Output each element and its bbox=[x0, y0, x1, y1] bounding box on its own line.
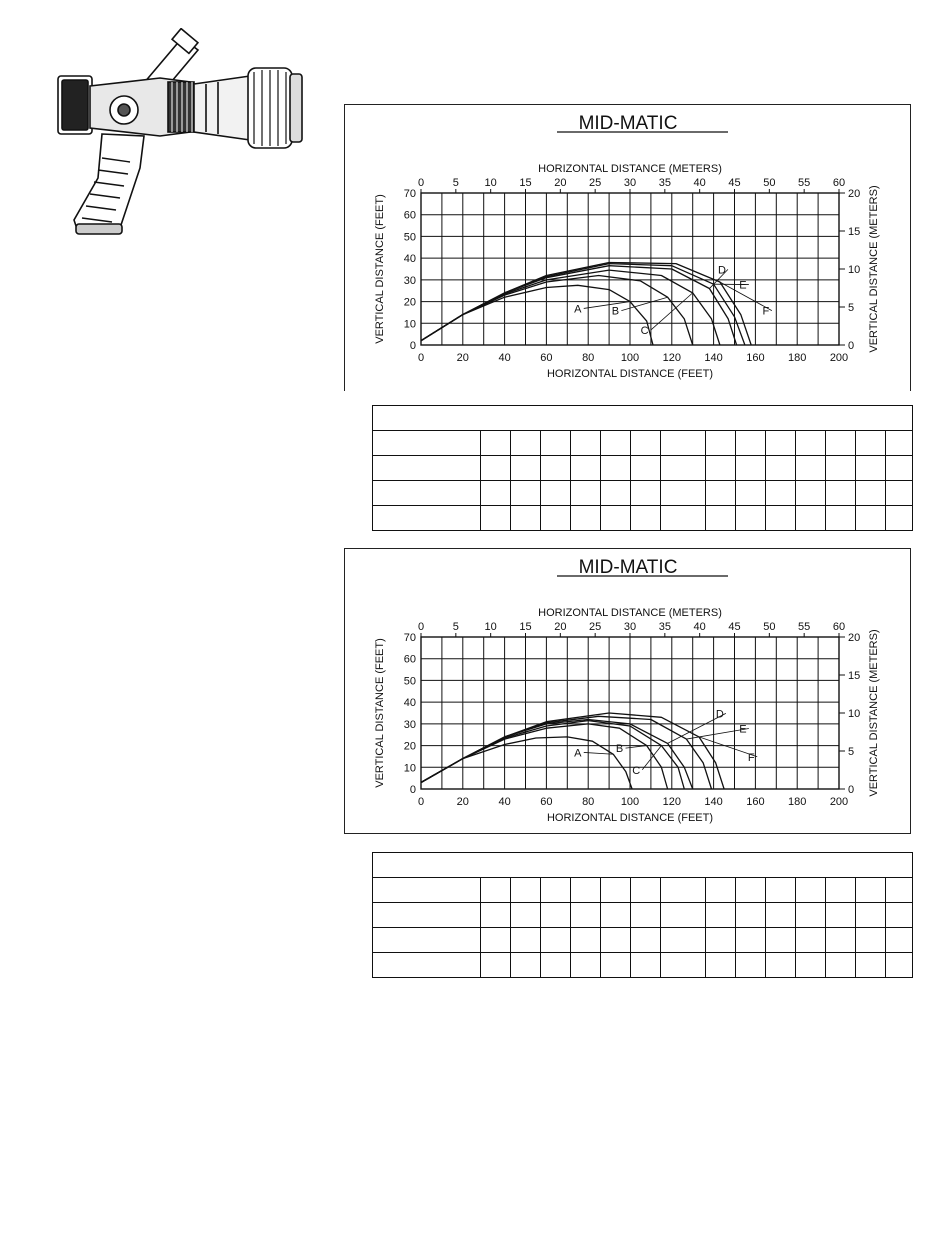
x2-tick-label: 60 bbox=[832, 621, 846, 633]
y2-tick-label: 15 bbox=[848, 226, 861, 238]
series-curve-b bbox=[421, 724, 668, 789]
table-cell bbox=[661, 928, 706, 953]
trajectory-chart-2 bbox=[345, 549, 910, 833]
series-curve-a bbox=[421, 737, 632, 789]
y2-tick-label: 20 bbox=[848, 632, 861, 644]
table-cell bbox=[481, 506, 511, 531]
table-cell bbox=[571, 878, 601, 903]
series-leader-a bbox=[584, 302, 630, 309]
table-cell bbox=[766, 481, 796, 506]
series-label-c: C bbox=[632, 764, 641, 777]
x2-tick-label: 35 bbox=[658, 177, 671, 189]
table-cell bbox=[571, 506, 601, 531]
y-tick-label: 60 bbox=[403, 209, 416, 222]
table-cell bbox=[886, 456, 913, 481]
table-cell bbox=[736, 481, 766, 506]
table-cell bbox=[571, 903, 601, 928]
table-cell bbox=[856, 456, 886, 481]
table-cell bbox=[706, 928, 736, 953]
table-cell bbox=[601, 431, 631, 456]
table-cell bbox=[856, 506, 886, 531]
y-tick-label: 40 bbox=[403, 253, 416, 266]
y2-axis-label: VERTICAL DISTANCE (METERS) bbox=[868, 629, 880, 797]
x2-tick-label: 45 bbox=[728, 621, 741, 633]
table-row-header-cell bbox=[373, 506, 481, 531]
x2-tick-label: 40 bbox=[693, 177, 706, 189]
series-label-b: B bbox=[611, 305, 620, 318]
table-cell bbox=[601, 903, 631, 928]
table-cell bbox=[706, 481, 736, 506]
series-label-f: F bbox=[747, 751, 755, 764]
y2-tick-label: 10 bbox=[848, 708, 861, 720]
table-cell bbox=[571, 481, 601, 506]
table-cell bbox=[796, 481, 826, 506]
x2-tick-label: 55 bbox=[798, 621, 811, 633]
table-cell bbox=[736, 431, 766, 456]
series-curve-e bbox=[421, 264, 745, 345]
x-tick-label: 120 bbox=[662, 796, 681, 808]
table-cell bbox=[511, 953, 541, 978]
series-label-a: A bbox=[574, 303, 582, 316]
x-tick-label: 40 bbox=[498, 796, 511, 808]
y2-tick-label: 0 bbox=[848, 784, 855, 796]
table-cell bbox=[706, 953, 736, 978]
x-tick-label: 0 bbox=[417, 796, 425, 808]
table-row bbox=[373, 878, 913, 903]
x-tick-label: 140 bbox=[704, 352, 723, 364]
x2-tick-label: 30 bbox=[623, 621, 637, 633]
table-cell bbox=[571, 928, 601, 953]
x2-axis-label: HORIZONTAL DISTANCE (METERS) bbox=[538, 163, 722, 175]
table-cell bbox=[631, 878, 661, 903]
table-cell bbox=[631, 903, 661, 928]
x2-tick-label: 5 bbox=[452, 177, 459, 189]
table-row-header-cell bbox=[373, 431, 481, 456]
table-cell bbox=[601, 878, 631, 903]
series-label-e: E bbox=[739, 279, 747, 292]
table-header-cell bbox=[373, 406, 913, 431]
nozzle-illustration bbox=[40, 28, 310, 243]
table-cell bbox=[796, 953, 826, 978]
x-axis-label: HORIZONTAL DISTANCE (FEET) bbox=[546, 812, 714, 824]
series-leader-c bbox=[642, 746, 661, 770]
table-cell bbox=[541, 903, 571, 928]
y-tick-label: 30 bbox=[403, 274, 416, 287]
table-cell bbox=[766, 456, 796, 481]
x-tick-label: 200 bbox=[829, 796, 849, 808]
table-cell bbox=[706, 431, 736, 456]
y-tick-label: 20 bbox=[403, 296, 416, 309]
table-cell bbox=[661, 456, 706, 481]
x-axis-label: HORIZONTAL DISTANCE (FEET) bbox=[546, 368, 714, 380]
x-tick-label: 180 bbox=[788, 796, 807, 808]
table-cell bbox=[541, 456, 571, 481]
table-cell bbox=[826, 481, 856, 506]
x2-tick-label: 0 bbox=[417, 177, 425, 189]
table-row bbox=[373, 506, 913, 531]
y-tick-label: 0 bbox=[409, 784, 416, 796]
x-tick-label: 40 bbox=[498, 352, 511, 364]
trajectory-chart-1 bbox=[345, 105, 910, 391]
y2-tick-label: 10 bbox=[848, 264, 861, 276]
x2-tick-label: 55 bbox=[798, 177, 811, 189]
table-cell bbox=[796, 506, 826, 531]
table-row bbox=[373, 431, 913, 456]
table-cell bbox=[481, 456, 511, 481]
table-row-header-cell bbox=[373, 903, 481, 928]
series-curve-b bbox=[421, 276, 693, 346]
y2-tick-label: 0 bbox=[848, 340, 855, 352]
y-tick-label: 60 bbox=[403, 653, 416, 666]
series-curve-e bbox=[421, 716, 712, 789]
table-cell bbox=[736, 928, 766, 953]
x-tick-label: 60 bbox=[540, 796, 553, 808]
y-tick-label: 70 bbox=[403, 632, 416, 644]
table-cell bbox=[856, 903, 886, 928]
table-cell bbox=[826, 878, 856, 903]
table-cell bbox=[511, 903, 541, 928]
table-cell bbox=[886, 928, 913, 953]
x2-axis-label: HORIZONTAL DISTANCE (METERS) bbox=[538, 607, 722, 619]
table-cell bbox=[826, 506, 856, 531]
x-tick-label: 20 bbox=[456, 796, 469, 808]
table-cell bbox=[511, 481, 541, 506]
series-label-e: E bbox=[739, 723, 747, 736]
table-cell bbox=[856, 878, 886, 903]
table-cell bbox=[826, 903, 856, 928]
table-header-row bbox=[373, 406, 913, 431]
table-cell bbox=[766, 431, 796, 456]
table-cell bbox=[766, 878, 796, 903]
table-cell bbox=[826, 953, 856, 978]
series-curve-f bbox=[421, 263, 751, 346]
table-cell bbox=[886, 506, 913, 531]
x-tick-label: 200 bbox=[829, 352, 849, 364]
y-tick-label: 10 bbox=[403, 318, 416, 331]
x2-tick-label: 50 bbox=[763, 621, 776, 633]
table-cell bbox=[481, 953, 511, 978]
table-cell bbox=[661, 953, 706, 978]
y2-tick-label: 15 bbox=[848, 670, 861, 682]
x2-tick-label: 15 bbox=[519, 621, 532, 633]
table-cell bbox=[661, 481, 706, 506]
x2-tick-label: 10 bbox=[484, 177, 497, 189]
y-tick-label: 50 bbox=[403, 675, 416, 688]
table-cell bbox=[796, 431, 826, 456]
x2-tick-label: 60 bbox=[832, 177, 846, 189]
table-cell bbox=[571, 953, 601, 978]
table-cell bbox=[511, 506, 541, 531]
table-cell bbox=[826, 928, 856, 953]
y2-tick-label: 20 bbox=[848, 188, 861, 200]
table-cell bbox=[481, 928, 511, 953]
table-cell bbox=[736, 456, 766, 481]
x2-tick-label: 10 bbox=[484, 621, 497, 633]
table-row-header-cell bbox=[373, 481, 481, 506]
x2-tick-label: 35 bbox=[658, 621, 671, 633]
table-cell bbox=[631, 506, 661, 531]
table-cell bbox=[481, 481, 511, 506]
x2-tick-label: 15 bbox=[519, 177, 532, 189]
table-row-header-cell bbox=[373, 928, 481, 953]
table-row bbox=[373, 953, 913, 978]
table-cell bbox=[856, 928, 886, 953]
table-cell bbox=[541, 878, 571, 903]
table-row bbox=[373, 903, 913, 928]
series-label-b: B bbox=[615, 743, 624, 756]
table-cell bbox=[631, 431, 661, 456]
chart-panel-1 bbox=[344, 104, 911, 391]
series-label-a: A bbox=[574, 747, 582, 760]
x2-tick-label: 5 bbox=[452, 621, 459, 633]
x2-tick-label: 50 bbox=[763, 177, 776, 189]
y2-axis-label: VERTICAL DISTANCE (METERS) bbox=[868, 185, 880, 353]
table-cell bbox=[571, 456, 601, 481]
table-cell bbox=[826, 431, 856, 456]
chart-title: MID-MATIC bbox=[578, 113, 678, 134]
table-row-header-cell bbox=[373, 456, 481, 481]
x-tick-label: 80 bbox=[582, 796, 595, 808]
x-tick-label: 160 bbox=[746, 796, 765, 808]
table-cell bbox=[796, 878, 826, 903]
x2-tick-label: 0 bbox=[417, 621, 425, 633]
table-cell bbox=[601, 506, 631, 531]
table-cell bbox=[541, 431, 571, 456]
chart-grid bbox=[421, 193, 839, 345]
spec-table-2 bbox=[372, 852, 913, 978]
table-cell bbox=[661, 878, 706, 903]
x2-tick-label: 20 bbox=[554, 177, 567, 189]
y-tick-label: 70 bbox=[403, 188, 416, 200]
x-tick-label: 80 bbox=[582, 352, 595, 364]
y-tick-label: 0 bbox=[409, 340, 416, 352]
x2-tick-label: 25 bbox=[589, 621, 602, 633]
table-cell bbox=[706, 878, 736, 903]
table-cell bbox=[601, 456, 631, 481]
table-cell bbox=[511, 431, 541, 456]
x-tick-label: 120 bbox=[662, 352, 681, 364]
table-cell bbox=[736, 506, 766, 531]
table-cell bbox=[856, 953, 886, 978]
x-tick-label: 100 bbox=[620, 352, 640, 364]
y-tick-label: 30 bbox=[403, 718, 416, 731]
table-cell bbox=[826, 456, 856, 481]
table-cell bbox=[601, 953, 631, 978]
table-cell bbox=[706, 506, 736, 531]
table-header-row bbox=[373, 853, 913, 878]
table-cell bbox=[511, 456, 541, 481]
table-cell bbox=[481, 431, 511, 456]
table-cell bbox=[886, 878, 913, 903]
table-row bbox=[373, 928, 913, 953]
table-cell bbox=[571, 431, 601, 456]
series-curve-f bbox=[421, 713, 724, 789]
spec-table-1 bbox=[372, 405, 913, 531]
table-cell bbox=[631, 456, 661, 481]
table-cell bbox=[511, 928, 541, 953]
table-cell bbox=[511, 878, 541, 903]
chart-grid bbox=[421, 637, 839, 789]
x-tick-label: 140 bbox=[704, 796, 723, 808]
table-cell bbox=[631, 481, 661, 506]
y2-tick-label: 5 bbox=[848, 746, 855, 758]
table-cell bbox=[796, 928, 826, 953]
table-cell bbox=[856, 481, 886, 506]
x-tick-label: 160 bbox=[746, 352, 765, 364]
series-label-d: D bbox=[717, 264, 726, 277]
x-tick-label: 20 bbox=[456, 352, 469, 364]
table-cell bbox=[706, 903, 736, 928]
table-cell bbox=[886, 431, 913, 456]
table-cell bbox=[601, 481, 631, 506]
table-cell bbox=[766, 928, 796, 953]
table-cell bbox=[661, 431, 706, 456]
table-cell bbox=[661, 506, 706, 531]
table-cell bbox=[706, 456, 736, 481]
table-cell bbox=[886, 953, 913, 978]
table-cell bbox=[766, 903, 796, 928]
table-cell bbox=[661, 903, 706, 928]
table-cell bbox=[796, 903, 826, 928]
table-row-header-cell bbox=[373, 878, 481, 903]
table-row-header-cell bbox=[373, 953, 481, 978]
x-tick-label: 0 bbox=[417, 352, 425, 364]
table-cell bbox=[736, 953, 766, 978]
table-cell bbox=[541, 928, 571, 953]
x2-tick-label: 40 bbox=[693, 621, 706, 633]
table-cell bbox=[886, 481, 913, 506]
series-label-f: F bbox=[762, 305, 770, 318]
table-cell bbox=[481, 903, 511, 928]
y-tick-label: 10 bbox=[403, 762, 416, 775]
table-cell bbox=[541, 481, 571, 506]
y-tick-label: 40 bbox=[403, 697, 416, 710]
table-cell bbox=[481, 878, 511, 903]
x2-tick-label: 30 bbox=[623, 177, 637, 189]
table-cell bbox=[766, 953, 796, 978]
table-cell bbox=[886, 903, 913, 928]
chart-title: MID-MATIC bbox=[578, 557, 678, 578]
table-cell bbox=[541, 953, 571, 978]
table-cell bbox=[631, 928, 661, 953]
x-tick-label: 100 bbox=[620, 796, 640, 808]
y-axis-label: VERTICAL DISTANCE (FEET) bbox=[374, 638, 386, 788]
series-label-d: D bbox=[715, 708, 724, 721]
table-row bbox=[373, 481, 913, 506]
table-cell bbox=[736, 878, 766, 903]
table-cell bbox=[796, 456, 826, 481]
y2-tick-label: 5 bbox=[848, 302, 855, 314]
table-cell bbox=[856, 431, 886, 456]
table-cell bbox=[766, 506, 796, 531]
x2-tick-label: 20 bbox=[554, 621, 567, 633]
y-axis-label: VERTICAL DISTANCE (FEET) bbox=[374, 194, 386, 344]
x2-tick-label: 25 bbox=[589, 177, 602, 189]
x2-tick-label: 45 bbox=[728, 177, 741, 189]
y-tick-label: 50 bbox=[403, 231, 416, 244]
y-tick-label: 20 bbox=[403, 740, 416, 753]
table-row bbox=[373, 456, 913, 481]
series-leader-b bbox=[621, 297, 667, 310]
table-cell bbox=[631, 953, 661, 978]
table-header-cell bbox=[373, 853, 913, 878]
series-label-c: C bbox=[640, 325, 649, 338]
x-tick-label: 60 bbox=[540, 352, 553, 364]
table-cell bbox=[736, 903, 766, 928]
table-cell bbox=[601, 928, 631, 953]
chart-panel-2 bbox=[344, 548, 911, 834]
table-cell bbox=[541, 506, 571, 531]
x-tick-label: 180 bbox=[788, 352, 807, 364]
